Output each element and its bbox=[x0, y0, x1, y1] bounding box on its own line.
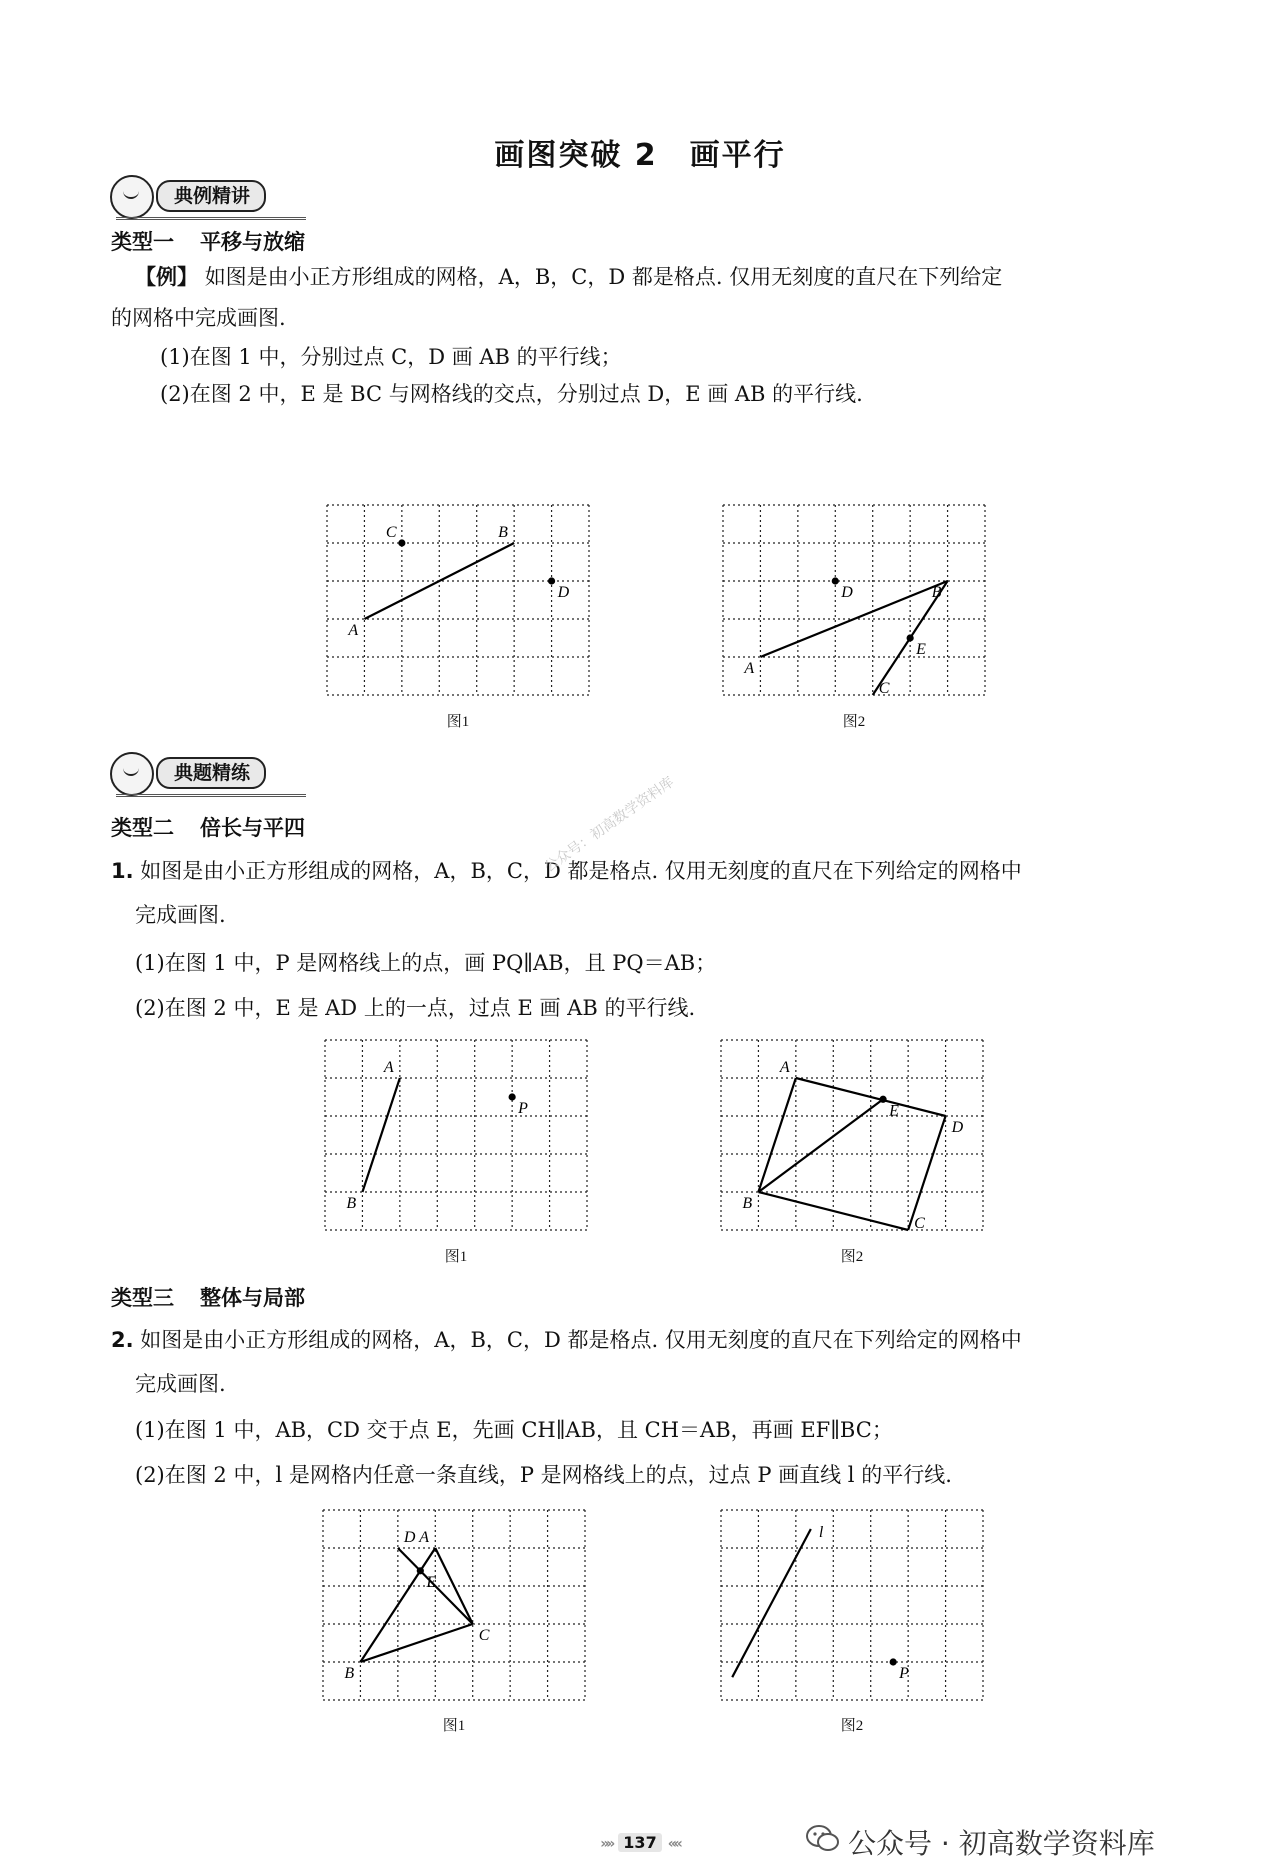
point-C bbox=[398, 539, 405, 546]
example-figure-1 bbox=[327, 505, 589, 695]
point-label-B: B bbox=[346, 1195, 357, 1212]
problem-number: 2. bbox=[111, 1328, 134, 1352]
type-heading-2 bbox=[111, 812, 305, 842]
segment-AB bbox=[362, 1078, 399, 1192]
point-label-D: D bbox=[557, 584, 570, 601]
figure-caption: 图2 bbox=[840, 1249, 864, 1265]
segment-BE bbox=[758, 1099, 883, 1192]
point-label-C: C bbox=[478, 1627, 490, 1644]
grid-lines bbox=[327, 505, 589, 695]
page-number-value: 137 bbox=[618, 1833, 661, 1852]
grid-lines bbox=[721, 1510, 983, 1700]
point-label-A: A bbox=[348, 622, 359, 639]
point-label-E: E bbox=[426, 1573, 437, 1591]
type-label: 类型三 bbox=[111, 1286, 174, 1310]
point-D bbox=[548, 577, 555, 584]
point-P bbox=[509, 1093, 516, 1100]
problem-2-question-2: (2)在图 2 中，l 是网格内任意一条直线，P 是网格线上的点，过点 P 画直线 l 的平行线. bbox=[135, 1463, 952, 1487]
problem-1-line-2: 完成画图. bbox=[135, 903, 226, 927]
type-name: 倍长与平四 bbox=[200, 816, 305, 840]
problem-1-figure-2 bbox=[721, 1040, 983, 1230]
point-P bbox=[890, 1658, 897, 1665]
page-title: 画图突破 2 画平行 bbox=[494, 138, 786, 173]
type-heading-1 bbox=[111, 226, 305, 256]
segment-AB bbox=[364, 543, 514, 619]
divider bbox=[116, 794, 306, 797]
divider bbox=[116, 217, 306, 220]
point-label-C: C bbox=[385, 524, 397, 541]
figure-caption: 图2 bbox=[840, 1718, 864, 1734]
point-label-E: E bbox=[916, 641, 926, 658]
figure-caption: 图2 bbox=[842, 714, 866, 730]
point-label-A: A bbox=[779, 1059, 790, 1076]
example-tag: 【例】 bbox=[135, 265, 198, 289]
type-label: 类型二 bbox=[111, 816, 174, 840]
problem-2-line-2: 完成画图. bbox=[135, 1372, 226, 1396]
point-label-A: A bbox=[383, 1059, 394, 1076]
segment-CB bbox=[758, 1192, 908, 1230]
segment-BA bbox=[758, 1078, 795, 1192]
problem-1-question-1: (1)在图 1 中，P 是网格线上的点，画 PQ∥AB，且 PQ＝AB； bbox=[135, 951, 717, 975]
section-tag-practice bbox=[108, 752, 308, 796]
type-name: 平移与放缩 bbox=[200, 230, 305, 254]
example-question-1: (1)在图 1 中，分别过点 C，D 画 AB 的平行线； bbox=[160, 345, 622, 369]
example-line-2: 的网格中完成画图. bbox=[111, 306, 286, 330]
figure-caption: 图1 bbox=[442, 1718, 466, 1734]
figure-caption: 图1 bbox=[446, 714, 470, 730]
grid-lines bbox=[721, 1040, 983, 1230]
mascot-icon bbox=[110, 175, 154, 219]
example-question-2: (2)在图 2 中，E 是 BC 与网格线的交点，分别过点 D，E 画 AB 的平行线. bbox=[160, 382, 863, 406]
problem-2-figure-2 bbox=[721, 1510, 983, 1700]
problem-2-figure-1 bbox=[323, 1510, 585, 1700]
point-label-A: A bbox=[419, 1529, 430, 1546]
problem-2-line-1 bbox=[111, 1325, 1022, 1355]
point-label-D: D bbox=[403, 1529, 416, 1546]
point-label-C: C bbox=[914, 1215, 925, 1232]
point-label-P: P bbox=[899, 1665, 909, 1682]
type-name: 整体与局部 bbox=[200, 1286, 305, 1310]
mascot-icon bbox=[110, 752, 154, 796]
point-label-D: D bbox=[841, 584, 853, 601]
point-label-E: E bbox=[889, 1102, 899, 1120]
grid-lines bbox=[325, 1040, 587, 1230]
example-text: 如图是由小正方形组成的网格，A，B，C，D 都是格点. 仅用无刻度的直尺在下列给定 bbox=[204, 265, 1003, 289]
right-arrows: «« bbox=[667, 1836, 680, 1852]
segment-BC bbox=[360, 1624, 472, 1662]
type-heading-3 bbox=[111, 1282, 305, 1312]
point-D bbox=[832, 577, 839, 584]
segment-l1l2 bbox=[732, 1529, 811, 1677]
line-label: l bbox=[818, 1524, 824, 1541]
point-label-C: C bbox=[878, 680, 890, 697]
wechat-icon bbox=[806, 1824, 840, 1854]
problem-text: 如图是由小正方形组成的网格，A，B，C，D 都是格点. 仅用无刻度的直尺在下列给定的网格中 bbox=[140, 1328, 1022, 1352]
example-line-1 bbox=[135, 262, 1002, 292]
segment-CA bbox=[435, 1548, 472, 1624]
left-arrows: »» bbox=[600, 1836, 613, 1852]
point-label-B: B bbox=[344, 1665, 355, 1682]
section-tag-label: 典题精练 bbox=[156, 757, 266, 789]
point-E bbox=[417, 1567, 424, 1574]
point-label-B: B bbox=[742, 1195, 753, 1212]
segment-DC bbox=[908, 1116, 945, 1230]
problem-2-question-1: (1)在图 1 中，AB，CD 交于点 E，先画 CH∥AB，且 CH＝AB，再画 EF∥BC； bbox=[135, 1418, 893, 1442]
example-figure-2 bbox=[723, 505, 985, 695]
point-label-D: D bbox=[951, 1119, 964, 1136]
point-label-B: B bbox=[498, 524, 508, 541]
problem-number: 1. bbox=[111, 859, 134, 883]
figure-caption: 图1 bbox=[444, 1249, 468, 1265]
watermark-text: 公众号 · 初高数学资料库 bbox=[848, 1827, 1155, 1860]
point-label-P: P bbox=[518, 1100, 528, 1117]
point-label-B: B bbox=[931, 584, 942, 601]
grid-lines bbox=[723, 505, 985, 695]
problem-1-question-2: (2)在图 2 中，E 是 AD 上的一点，过点 E 画 AB 的平行线. bbox=[135, 996, 696, 1020]
problem-1-figure-1 bbox=[325, 1040, 587, 1230]
type-label: 类型一 bbox=[111, 230, 174, 254]
page-number bbox=[570, 1833, 710, 1852]
point-label-A: A bbox=[744, 660, 755, 677]
point-E bbox=[907, 634, 914, 641]
point-E bbox=[879, 1096, 886, 1103]
problem-text: 如图是由小正方形组成的网格，A，B，C，D 都是格点. 仅用无刻度的直尺在下列给定的网格中 bbox=[140, 859, 1022, 883]
diagonal-watermark: 公众号：初高数学资料库 bbox=[541, 774, 678, 876]
section-tag-examples bbox=[108, 175, 308, 219]
section-tag-label: 典例精讲 bbox=[156, 180, 266, 212]
